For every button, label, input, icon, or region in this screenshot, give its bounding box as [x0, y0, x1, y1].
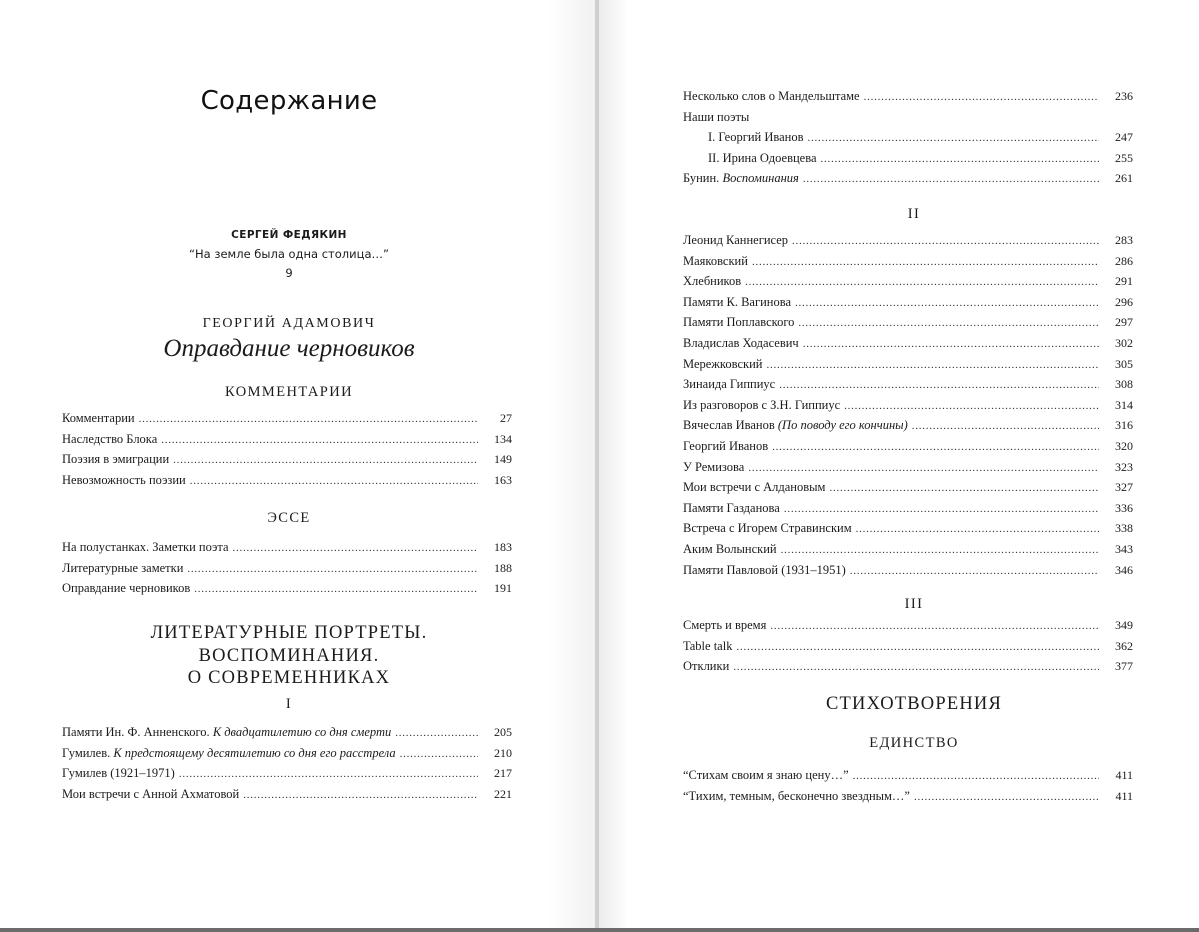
toc-page-number: 316: [1115, 418, 1133, 433]
toc-entry-label: [683, 615, 766, 636]
intro-title: “На земле была одна столица…”: [189, 247, 389, 261]
toc-entry-title: Литературные заметки: [62, 560, 184, 575]
toc-page-number: 338: [1115, 521, 1133, 536]
toc-entry: [683, 148, 1133, 169]
toc-entry: [683, 498, 1133, 519]
toc-leader-dots: [179, 764, 478, 785]
bottom-edge: [0, 928, 1199, 932]
toc-page-number: 210: [494, 745, 512, 760]
toc-entry: [683, 765, 1133, 786]
toc-entry-title: Гумилев (1921–1971): [62, 766, 175, 781]
toc-entry-subtitle: Воспоминания: [722, 171, 799, 186]
toc-leader-dots: [194, 579, 478, 600]
toc-entry: [683, 271, 1133, 292]
toc-leader-dots: [850, 561, 1099, 582]
toc-entry-label: [62, 578, 190, 599]
toc-entry: [62, 743, 512, 764]
toc-part3: [683, 615, 1133, 677]
toc-page-number: 261: [1115, 171, 1133, 186]
section-heading-commentaries: КОММЕНТАРИИ: [225, 384, 353, 400]
toc-leader-dots: [733, 657, 1099, 678]
toc-page-number: 163: [494, 472, 512, 487]
toc-leader-dots: [395, 723, 478, 744]
toc-entry-label: [683, 251, 748, 272]
portraits-heading-line-3: О СОВРЕМЕННИКАХ: [187, 668, 391, 688]
toc-entry-title: Бунин.: [683, 171, 720, 186]
section-heading-portraits: [0, 622, 578, 690]
toc-entry: [683, 333, 1133, 354]
toc-part1-left: [62, 722, 512, 804]
toc-leader-dots: [779, 375, 1099, 396]
toc-entry: [62, 449, 512, 470]
part-label-2: II: [907, 206, 921, 222]
toc-entry: [62, 470, 512, 491]
toc-entry-label: [683, 457, 744, 478]
toc-entry-label: [683, 498, 780, 519]
toc-entry-title: Отклики: [683, 659, 730, 674]
toc-entry-subtitle: (По поводу его кончины): [777, 418, 908, 433]
toc-entry-title: Мои встречи с Алдановым: [683, 480, 826, 495]
toc-entry-label: [683, 168, 799, 189]
toc-leader-dots: [243, 785, 478, 806]
toc-page-number: 327: [1115, 480, 1133, 495]
toc-entry-title: Оправдание черновиков: [62, 581, 191, 596]
toc-entry: [683, 86, 1133, 107]
toc-page-number: 302: [1115, 335, 1133, 350]
toc-leader-dots: [914, 787, 1099, 808]
toc-leader-dots: [803, 334, 1099, 355]
toc-entry: [683, 539, 1133, 560]
toc-page-number: 320: [1115, 438, 1133, 453]
toc-entry-label: [62, 449, 169, 470]
toc-entry: [683, 518, 1133, 539]
toc-leader-dots: [233, 538, 478, 559]
toc-page-number: 183: [494, 540, 512, 554]
toc-entry: [62, 784, 512, 805]
toc-leader-dots: [752, 252, 1099, 273]
toc-entry-label: [683, 333, 799, 354]
toc-entry-label: [683, 656, 729, 677]
intro-page-number: 9: [285, 266, 293, 280]
toc-page-number: 349: [1115, 618, 1133, 632]
toc-page-number: 191: [494, 581, 512, 596]
toc-leader-dots: [829, 478, 1099, 499]
right-page: [599, 0, 1199, 928]
toc-part1-right: [683, 86, 1133, 189]
toc-poems: [683, 765, 1133, 806]
toc-entry: [683, 107, 1133, 128]
toc-entry-label: [62, 558, 183, 579]
toc-leader-dots: [770, 616, 1099, 637]
section-heading-essays: ЭССЕ: [267, 510, 311, 526]
toc-entry-title: Зинаида Гиппиус: [683, 377, 776, 392]
toc-page-number: 336: [1115, 500, 1133, 515]
toc-entry-label: [62, 784, 239, 805]
toc-leader-dots: [798, 313, 1099, 334]
toc-entry-title: Комментарии: [62, 411, 135, 425]
toc-page-number: 247: [1115, 130, 1133, 145]
toc-entry-title: Из разговоров с З.Н. Гиппиус: [683, 397, 841, 412]
toc-entry-label: [683, 86, 860, 107]
toc-entry-title: Наследство Блока: [62, 431, 158, 446]
toc-entry-title: Маяковский: [683, 253, 748, 268]
toc-page-number: 255: [1115, 150, 1133, 165]
toc-entry-label: [62, 763, 175, 784]
toc-entry: [62, 722, 512, 743]
toc-entry-label: [62, 408, 135, 429]
toc-entry-title: Владислав Ходасевич: [683, 335, 799, 350]
portraits-heading-line-2: ВОСПОМИНАНИЯ.: [198, 645, 380, 666]
left-page: [0, 0, 595, 928]
toc-page-number: 205: [494, 725, 512, 739]
toc-entry-label: [683, 374, 775, 395]
toc-entry-title: Хлебников: [683, 274, 742, 289]
toc-leader-dots: [792, 231, 1099, 252]
toc-page-number: 305: [1115, 356, 1133, 371]
toc-entry-label: [62, 722, 391, 743]
toc-leader-dots: [795, 293, 1099, 314]
toc-leader-dots: [748, 458, 1099, 479]
toc-leader-dots: [808, 128, 1099, 149]
toc-leader-dots: [161, 430, 478, 451]
page-title: Содержание: [200, 86, 378, 116]
toc-entry-label: [683, 436, 768, 457]
toc-entry: [683, 560, 1133, 581]
part-label-1: I: [285, 696, 293, 712]
toc-entry-title: Table talk: [683, 638, 733, 653]
toc-entry: [683, 292, 1133, 313]
toc-entry-label: [62, 429, 157, 450]
toc-page-number: 411: [1115, 788, 1133, 803]
toc-page-number: 362: [1115, 638, 1133, 653]
toc-entry-title: Георгий Иванов: [683, 438, 769, 453]
toc-leader-dots: [139, 409, 478, 430]
toc-entry: [62, 763, 512, 784]
toc-leader-dots: [772, 437, 1099, 458]
toc-entry-label: [683, 230, 788, 251]
toc-entry-label: [683, 518, 852, 539]
toc-leader-dots: [745, 272, 1099, 293]
toc-entry: [683, 354, 1133, 375]
toc-page-number: 236: [1115, 89, 1133, 103]
toc-commentaries: [62, 408, 512, 490]
toc-leader-dots: [781, 540, 1099, 561]
book-title: Оправдание черновиков: [163, 335, 415, 362]
section-heading-poems: СТИХОТВОРЕНИЯ: [825, 694, 1003, 714]
toc-entry-label: [683, 539, 777, 560]
toc-entry-title: Памяти Поплавского: [683, 315, 795, 330]
toc-page-number: 286: [1115, 253, 1133, 268]
toc-page-number: 283: [1115, 233, 1133, 247]
toc-entry-title: Памяти Ин. Ф. Анненского.: [62, 725, 210, 739]
toc-entry-title: На полустанках. Заметки поэта: [62, 540, 229, 554]
toc-entry-label: [683, 107, 749, 128]
toc-entry: [683, 477, 1133, 498]
toc-entry: [683, 168, 1133, 189]
toc-entry-label: [683, 292, 791, 313]
toc-entry-subtitle: К предстоящему десятилетию со дня его расстрела: [113, 745, 396, 760]
toc-page-number: 346: [1115, 562, 1133, 577]
toc-entry-label: [683, 312, 794, 333]
toc-entry-label: [62, 743, 396, 764]
toc-entry-title: Памяти К. Вагинова: [683, 294, 792, 309]
toc-entry-title: II. Ирина Одоевцева: [708, 150, 817, 165]
toc-entry: [683, 127, 1133, 148]
toc-entry-label: [683, 560, 846, 581]
toc-page-number: 188: [494, 560, 512, 575]
toc-leader-dots: [400, 744, 478, 765]
toc-entry: [683, 230, 1133, 251]
toc-entry-title: У Ремизова: [683, 459, 745, 474]
toc-page-number: 221: [494, 786, 512, 801]
toc-leader-dots: [190, 471, 478, 492]
toc-leader-dots: [821, 149, 1099, 170]
toc-entry: [62, 429, 512, 450]
toc-entry: [62, 408, 512, 429]
toc-leader-dots: [864, 87, 1099, 108]
toc-leader-dots: [856, 519, 1099, 540]
toc-entry-title: Встреча с Игорем Стравинским: [683, 521, 852, 536]
toc-entry-title: “Тихим, темным, бесконечно звездным…”: [683, 788, 910, 803]
toc-entry-subtitle: К двадцатилетию со дня смерти: [212, 725, 392, 739]
toc-entry: [683, 415, 1133, 436]
toc-entry: [62, 537, 512, 558]
toc-page-number: 411: [1115, 768, 1133, 782]
toc-essays: [62, 537, 512, 599]
toc-entry-title: Невозможность поэзии: [62, 472, 186, 487]
toc-entry-label: [683, 415, 908, 436]
toc-leader-dots: [173, 450, 478, 471]
toc-entry-label: [683, 786, 910, 807]
toc-page-number: 308: [1115, 377, 1133, 392]
toc-entry-title: Памяти Павловой (1931–1951): [683, 562, 846, 577]
toc-page-number: 134: [494, 431, 512, 446]
toc-leader-dots: [844, 396, 1099, 417]
author-name: ГЕОРГИЙ АДАМОВИЧ: [202, 316, 376, 331]
toc-page-number: 27: [500, 411, 512, 425]
toc-page-number: 296: [1115, 294, 1133, 309]
toc-entry: [683, 457, 1133, 478]
toc-leader-dots: [803, 169, 1099, 190]
toc-entry: [683, 615, 1133, 636]
toc-entry-title: Гумилев.: [62, 745, 111, 760]
toc-entry-title: Памяти Газданова: [683, 500, 780, 515]
toc-entry-label: [683, 271, 741, 292]
toc-entry-title: Мережковский: [683, 356, 763, 371]
toc-entry-label: [683, 636, 732, 657]
toc-entry-label: [62, 537, 229, 558]
toc-entry-label: [683, 765, 849, 786]
toc-entry-title: Вячеслав Иванов: [683, 418, 775, 433]
toc-entry-label: [683, 354, 762, 375]
toc-entry-title: Леонид Каннегисер: [683, 233, 789, 247]
toc-entry-label: [683, 395, 840, 416]
toc-entry-title: Несколько слов о Мандельштаме: [683, 89, 860, 103]
toc-leader-dots: [187, 559, 478, 580]
toc-entry: [683, 312, 1133, 333]
toc-entry: [683, 374, 1133, 395]
toc-page-number: 323: [1115, 459, 1133, 474]
toc-leader-dots: [784, 499, 1099, 520]
portraits-heading-line-1: ЛИТЕРАТУРНЫЕ ПОРТРЕТЫ.: [150, 623, 428, 643]
toc-entry: [683, 436, 1133, 457]
toc-entry-label: [708, 127, 804, 148]
toc-entry-title: Поэзия в эмиграции: [62, 452, 170, 467]
toc-page-number: 297: [1115, 315, 1133, 330]
toc-page-number: 291: [1115, 274, 1133, 289]
toc-entry: [62, 558, 512, 579]
toc-entry: [62, 578, 512, 599]
toc-entry-label: [62, 470, 186, 491]
intro-author: СЕРГЕЙ ФЕДЯКИН: [231, 229, 347, 241]
toc-entry: [683, 636, 1133, 657]
toc-entry-title: Мои встречи с Анной Ахматовой: [62, 786, 240, 801]
toc-entry-title: Смерть и время: [683, 618, 767, 632]
toc-entry-title: I. Георгий Иванов: [708, 130, 804, 145]
toc-entry-label: [708, 148, 817, 169]
toc-leader-dots: [766, 355, 1099, 376]
toc-page-number: 314: [1115, 397, 1133, 412]
toc-entry: [683, 251, 1133, 272]
toc-leader-dots: [912, 416, 1099, 437]
toc-entry-label: [683, 477, 825, 498]
toc-page-number: 343: [1115, 541, 1133, 556]
toc-entry: [683, 395, 1133, 416]
toc-page-number: 217: [494, 766, 512, 781]
toc-leader-dots: [853, 766, 1099, 787]
toc-entry-title: “Стихам своим я знаю цену…”: [683, 768, 849, 782]
toc-leader-dots: [736, 637, 1099, 658]
toc-entry: [683, 786, 1133, 807]
toc-part2: [683, 230, 1133, 580]
part-label-3: III: [904, 596, 924, 612]
toc-page-number: 149: [494, 452, 512, 467]
toc-entry: [683, 656, 1133, 677]
toc-page-number: 377: [1115, 659, 1133, 674]
toc-entry-title: Аким Волынский: [683, 541, 777, 556]
toc-entry-title: Наши поэты: [683, 109, 750, 124]
section-subheading-unity: ЕДИНСТВО: [869, 735, 959, 751]
